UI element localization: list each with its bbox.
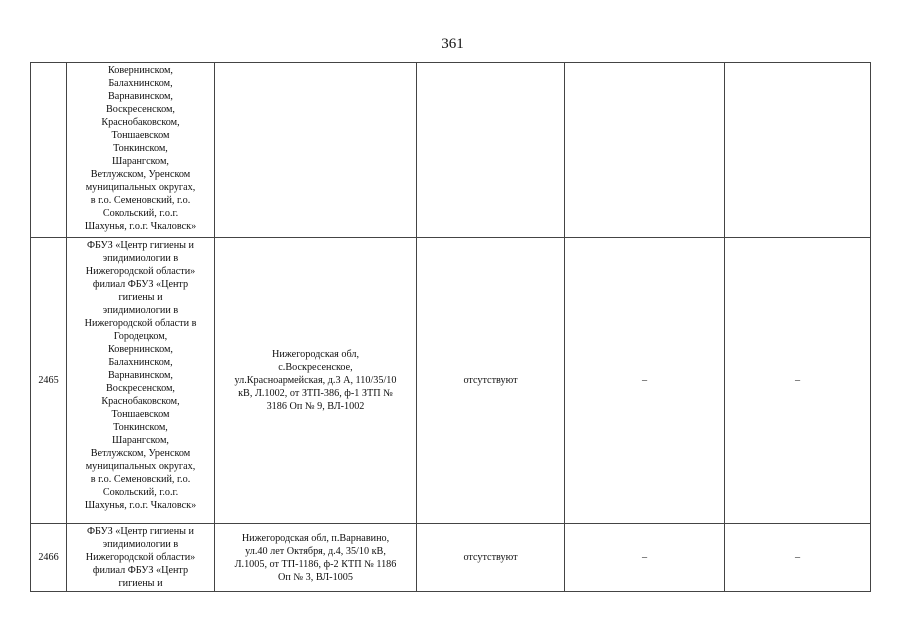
registry-table	[30, 62, 871, 592]
organization-cell: ФБУЗ «Центр гигиены и эпидимиологии в Нижегородской области» филиал ФБУЗ «Центр гигиены и эпидимиологии в Нижегородской области в Городецком, Ковернинском, Балахнинском, Варнавинском, Воскресенском, Краснобаковском, Тоншаевском Тонкинском, Шарангском, Ветлужском, Уренском муниципальных округах, в г.о. Семеновский, г.о. Сокольский, г.о.г. Шахунья, г.о.г. Чкаловск»	[67, 238, 215, 524]
extra-cell-2	[725, 63, 871, 238]
address-cell: Нижегородская обл, п.Варнавино, ул.40 лет Октября, д.4, 35/10 кВ, Л.1005, от ТП-1186, ф-2 КТП № 1186 Оп № 3, ВЛ-1005	[215, 524, 417, 592]
row-number-cell: 2466	[31, 524, 67, 592]
status-cell	[417, 63, 565, 238]
extra-cell-2: –	[725, 238, 871, 524]
table-row	[31, 524, 871, 592]
address-cell: Нижегородская обл, с.Воскресенское, ул.Красноармейская, д.3 А, 110/35/10 кВ, Л.1002, от ЗТП-386, ф-1 ЗТП № 3186 Оп № 9, ВЛ-1002	[215, 238, 417, 524]
extra-cell-2: –	[725, 524, 871, 592]
status-cell: отсутствуют	[417, 238, 565, 524]
page-number: 361	[441, 36, 464, 52]
organization-cell	[67, 524, 215, 592]
extra-cell-1: –	[565, 238, 725, 524]
organization-text: ФБУЗ «Центр гигиены и эпидимиологии в Нижегородской области» филиал ФБУЗ «Центр гигиены и	[85, 526, 196, 589]
address-cell	[215, 63, 417, 238]
table-row	[31, 238, 871, 524]
row-number-cell	[31, 63, 67, 238]
table-row	[31, 63, 871, 238]
status-cell: отсутствуют	[417, 524, 565, 592]
organization-cell: Ковернинском, Балахнинском, Варнавинском, Воскресенском, Краснобаковском, Тоншаевском Тонкинском, Шарангском, Ветлужском, Уренском муниципальных округах, в г.о. Семеновский, г.о. Сокольский, г.о.г. Шахунья, г.о.г. Чкаловск»	[67, 63, 215, 238]
row-number-cell: 2465	[31, 238, 67, 524]
extra-cell-1: –	[565, 524, 725, 592]
extra-cell-1	[565, 63, 725, 238]
